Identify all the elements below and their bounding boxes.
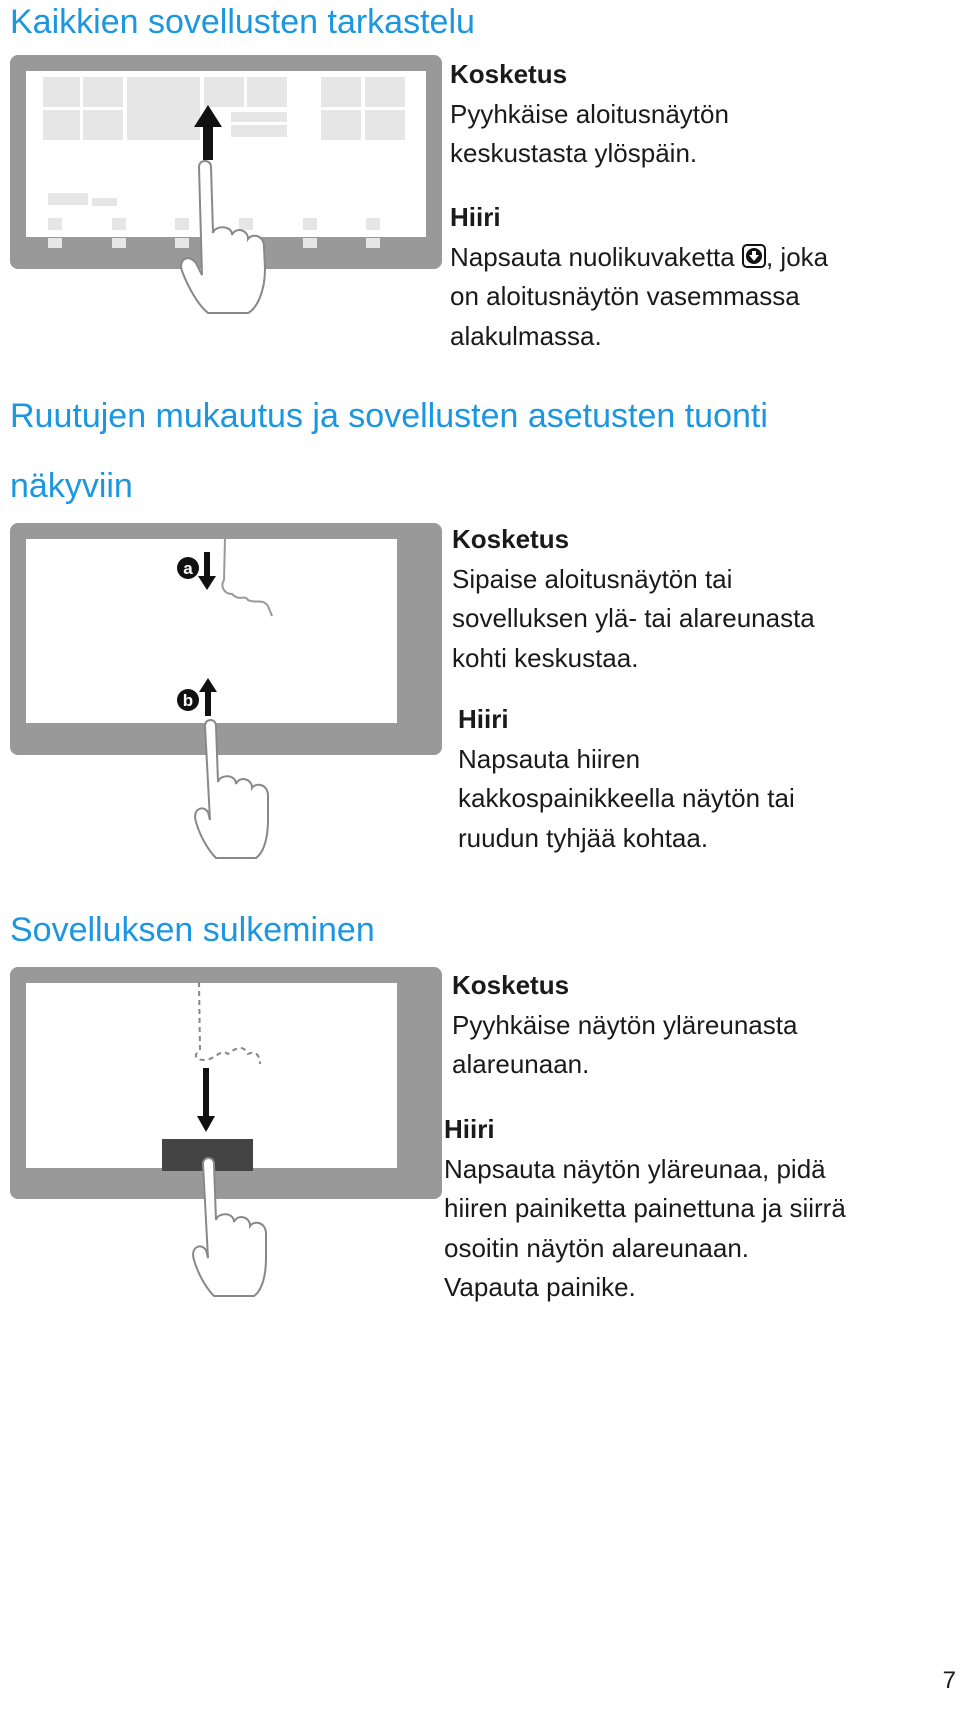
touch-body: Pyyhkäise näytön yläreunasta alareunaan. (452, 1009, 798, 1079)
mouse-label: Hiiri (458, 704, 509, 734)
down-arrow-circle-icon (742, 244, 766, 268)
section-title-customize-tiles-line1: Ruutujen mukautus ja sovellusten asetusten tuonti (10, 397, 768, 435)
touch-label: Kosketus (452, 970, 570, 1000)
tablet-screen (26, 539, 397, 723)
section-title-close-app: Sovelluksen sulkeminen (10, 911, 375, 949)
illustration-close-app (10, 964, 450, 1314)
touch-instruction-customize (452, 520, 932, 678)
mouse-instruction-customize (458, 700, 938, 858)
illustration-customize-tiles (10, 520, 450, 870)
touch-label: Kosketus (450, 59, 568, 89)
touch-body: Sipaise aloitusnäytön tai sovelluksen ylä- tai alareunasta kohti keskustaa. (452, 563, 815, 673)
marker-b-label: b (182, 691, 194, 710)
touch-instruction-all-apps (450, 55, 930, 174)
mouse-instruction-close (444, 1110, 944, 1308)
touch-label: Kosketus (452, 524, 570, 554)
marker-a-label: a (183, 559, 193, 578)
illustration-view-all-apps (10, 55, 470, 315)
mouse-label: Hiiri (444, 1114, 495, 1144)
touch-instruction-close (452, 966, 932, 1085)
section-title-all-apps: Kaikkien sovellusten tarkastelu (10, 3, 475, 41)
marker-a (177, 557, 199, 579)
page-number: 7 (942, 1667, 956, 1694)
mouse-body: Napsauta hiiren kakkospainikkeella näytön tai ruudun tyhjää kohtaa. (458, 743, 795, 853)
mouse-label: Hiiri (450, 202, 501, 232)
mouse-instruction-all-apps (450, 198, 930, 356)
marker-b (177, 689, 199, 711)
mouse-body: Napsauta näytön yläreunaa, pidä hiiren painiketta painettuna ja siirrä osoitin näytön alareunaan. Vapauta painike. (444, 1153, 846, 1302)
section-title-customize-tiles-line2: näkyviin (10, 467, 133, 505)
touch-body: Pyyhkäise aloitusnäytön keskustasta ylöspäin. (450, 98, 729, 168)
mouse-body-before-icon: Napsauta nuolikuvaketta (450, 241, 742, 272)
mouse-body-after-icon: , joka on aloitusnäytön vasemmassa alakulmassa. (450, 241, 829, 351)
